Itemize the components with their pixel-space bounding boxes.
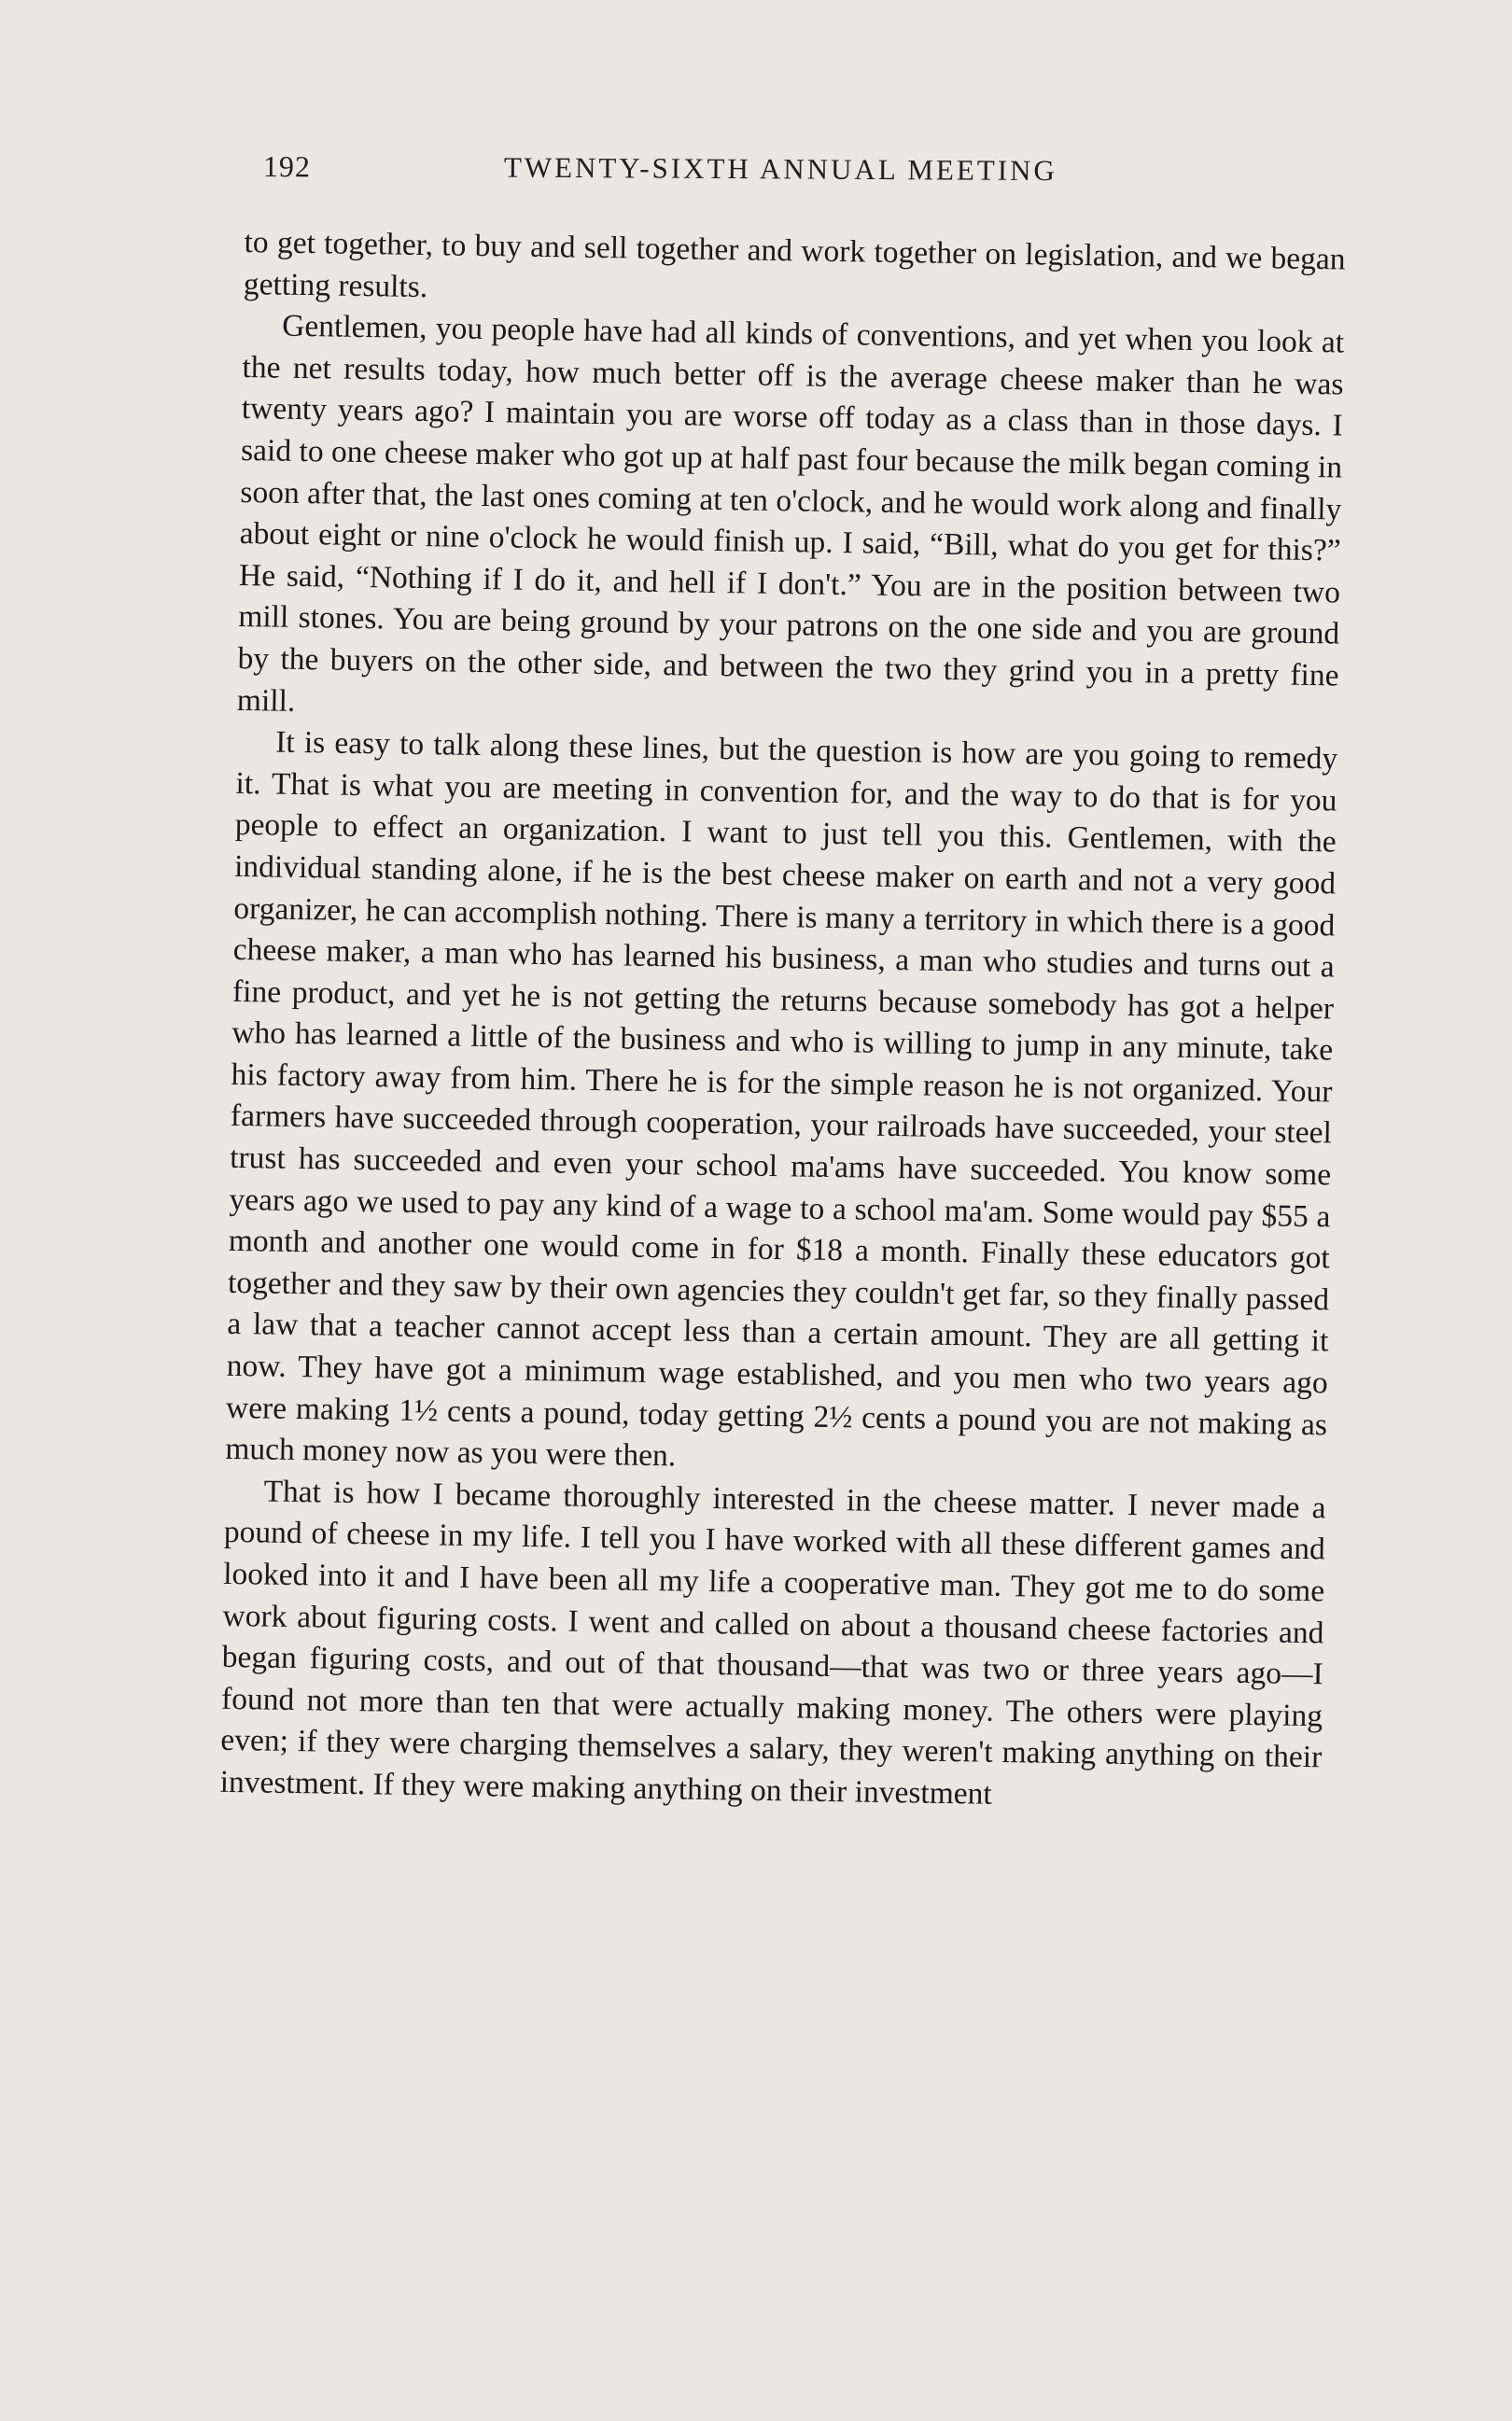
paragraph: That is how I became thoroughly interested in the cheese matter. I never made a pound of cheese in my life. I tell you I have worked with all these different games and looked into it and I have been all my life a cooperative man. They got me to do some work about figuring costs. I went and called on about a thousand cheese factories and began figuring costs, and out of that thousand—that was two or three years ago—I found not more than ten that were actually making money. The others were playing even; if they were charging themselves a salary, they weren't making anything on their investment. If they were making anything on their investment: [219, 1474, 1326, 1812]
running-title: TWENTY-SIXTH ANNUAL MEETING: [503, 150, 1057, 188]
paragraph: It is easy to talk along these lines, but the question is how are you going to remedy it. That is what you are meeting in convention for, and the way to do that is for you people to effect an organization. I want to just tell you this. Gentlemen, with the individual standing alone, if he is the best cheese maker on earth and not a very good organizer, he can accomplish nothing. There is many a territory in which there is a good cheese maker, a man who has learned his business, a man who studies and turns out a fine product, and yet he is not getting the returns because somebody has got a helper who has learned a little of the business and who is willing to jump in any minute, take his factory away from him. There he is for the simple reason he is not organized. Your farmers have succeeded through cooperation, your railroads have succeeded, your steel trust has succeeded and even your school ma'ams have succeeded. You know some years ago we used to pay any kind of a wage to a school ma'am. Some would pay $55 a month and another one would come in for $18 a month. Finally these educators got together and they saw by their own agencies they couldn't get far, so they finally passed a law that a teacher cannot accept less than a certain amount. They are all getting it now. They have got a minimum wage established, and you men who two years ago were making 1½ cents a pound, today getting 2½ cents a pound you are not making as much money now as you were then.: [225, 724, 1338, 1474]
running-head: [262, 149, 1327, 188]
paragraph-continued: to get together, to buy and sell together and work together on legislation, and we began getting results.: [243, 224, 1346, 304]
paragraph: Gentlemen, you people have had all kinds of conventions, and yet when you look at the net results today, how much better off is the average cheese maker than he was twenty years ago? I maintain you are worse off today as a class than in those days. I said to one cheese maker who got up at half past four because the milk began coming in soon after that, the last ones coming at ten o'clock, and he would work along and finally about eight or nine o'clock he would finish up. I said, “Bill, what do you get for this?” He said, “Nothing if I do it, and hell if I don't.” You are in the position between two mill stones. You are being ground by your patrons on the one side and you are ground by the buyers on the other side, and between the two they grind you in a pretty fine mill.: [236, 308, 1345, 719]
page-number: 192: [262, 149, 311, 184]
body-text: [219, 222, 1345, 1821]
